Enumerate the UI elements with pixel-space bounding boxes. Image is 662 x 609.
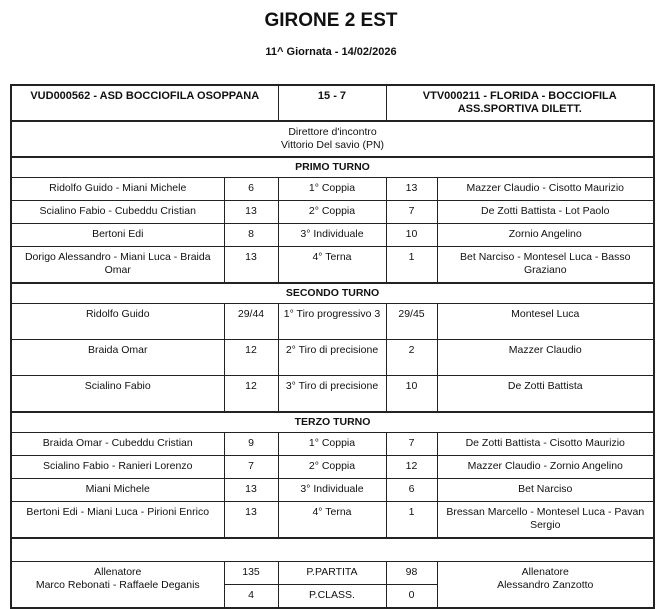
game-row: [11, 502, 654, 539]
home-players: Bertoni Edi - Miani Luca - Pirioni Enrico: [11, 502, 224, 539]
game-row: [11, 178, 654, 201]
away-points-partita: 98: [386, 562, 437, 585]
away-players: De Zotti Battista - Cisotto Maurizio: [437, 433, 654, 456]
game-type: 1° Coppia: [278, 433, 386, 456]
game-type: 3° Individuale: [278, 479, 386, 502]
home-score: 13: [224, 201, 278, 224]
game-row: [11, 376, 654, 413]
away-score: 7: [386, 433, 437, 456]
home-players: Braida Omar - Cubeddu Cristian: [11, 433, 224, 456]
home-score: 12: [224, 376, 278, 413]
away-players: Zornio Angelino: [437, 224, 654, 247]
away-score: 1: [386, 247, 437, 284]
away-score: 1: [386, 502, 437, 539]
spacer-row: [11, 538, 654, 562]
away-score: 10: [386, 224, 437, 247]
home-players: Scialino Fabio: [11, 376, 224, 413]
away-team: VTV000211 - FLORIDA - BOCCIOFILA ASS.SPORTIVA DILETT.: [386, 85, 654, 121]
away-players: De Zotti Battista - Lot Paolo: [437, 201, 654, 224]
away-players: Montesel Luca: [437, 304, 654, 340]
turno-title: SECONDO TURNO: [11, 283, 654, 304]
away-coach-label: Allenatore: [521, 566, 569, 578]
home-score: 13: [224, 479, 278, 502]
director-row: [11, 121, 654, 157]
home-coach-cell: [11, 562, 224, 609]
game-row: [11, 456, 654, 479]
director-label: Direttore d'incontro: [288, 126, 377, 138]
home-players: Ridolfo Guido - Miani Michele: [11, 178, 224, 201]
away-players: Bressan Marcello - Montesel Luca - Pavan Sergio: [437, 502, 654, 539]
home-score: 12: [224, 340, 278, 376]
match-report-table: [10, 84, 655, 609]
home-players: Ridolfo Guido: [11, 304, 224, 340]
turno-header: [11, 283, 654, 304]
game-type: 1° Tiro progressivo 3: [278, 304, 386, 340]
home-points-class: 4: [224, 585, 278, 609]
away-score: 6: [386, 479, 437, 502]
home-score: 8: [224, 224, 278, 247]
game-row: [11, 479, 654, 502]
partita-label: P.PARTITA: [278, 562, 386, 585]
game-row: [11, 340, 654, 376]
home-coach-label: Allenatore: [94, 566, 142, 578]
home-points-partita: 135: [224, 562, 278, 585]
game-type: 2° Coppia: [278, 456, 386, 479]
turno-header: [11, 412, 654, 433]
away-players: Mazzer Claudio - Cisotto Maurizio: [437, 178, 654, 201]
game-type: 2° Coppia: [278, 201, 386, 224]
teams-header-row: [11, 85, 654, 121]
away-score: 12: [386, 456, 437, 479]
turno-title: PRIMO TURNO: [11, 157, 654, 178]
away-score: 2: [386, 340, 437, 376]
away-score: 7: [386, 201, 437, 224]
home-players: Miani Michele: [11, 479, 224, 502]
away-score: 29/45: [386, 304, 437, 340]
home-score: 13: [224, 247, 278, 284]
game-type: 1° Coppia: [278, 178, 386, 201]
away-players: Bet Narciso - Montesel Luca - Basso Graziano: [437, 247, 654, 284]
game-type: 3° Tiro di precisione: [278, 376, 386, 413]
away-players: Mazzer Claudio - Zornio Angelino: [437, 456, 654, 479]
home-players: Scialino Fabio - Ranieri Lorenzo: [11, 456, 224, 479]
away-coach-cell: [437, 562, 654, 609]
home-players: Braida Omar: [11, 340, 224, 376]
away-points-class: 0: [386, 585, 437, 609]
match-day-date: 11^ Giornata - 14/02/2026: [265, 46, 397, 58]
game-row: [11, 224, 654, 247]
game-type: 4° Terna: [278, 502, 386, 539]
game-row: [11, 201, 654, 224]
game-row: [11, 433, 654, 456]
game-row: [11, 304, 654, 340]
class-label: P.CLASS.: [278, 585, 386, 609]
home-players: Dorigo Alessandro - Miani Luca - Braida Omar: [11, 247, 224, 284]
away-players: Bet Narciso: [437, 479, 654, 502]
home-coach: Marco Rebonati - Raffaele Deganis: [35, 579, 200, 591]
away-coach: Alessandro Zanzotto: [497, 579, 594, 591]
away-players: De Zotti Battista: [437, 376, 654, 413]
home-score: 29/44: [224, 304, 278, 340]
home-score: 13: [224, 502, 278, 539]
home-players: Bertoni Edi: [11, 224, 224, 247]
away-score: 10: [386, 376, 437, 413]
game-type: 2° Tiro di precisione: [278, 340, 386, 376]
away-score: 13: [386, 178, 437, 201]
turno-title: TERZO TURNO: [11, 412, 654, 433]
home-score: 6: [224, 178, 278, 201]
footer-row-partita: [11, 562, 654, 585]
final-score: 15 - 7: [278, 85, 386, 121]
home-team: VUD000562 - ASD BOCCIOFILA OSOPPANA: [11, 85, 278, 121]
turno-header: [11, 157, 654, 178]
game-row: [11, 247, 654, 284]
home-score: 9: [224, 433, 278, 456]
away-players: Mazzer Claudio: [437, 340, 654, 376]
page-title: GIRONE 2 EST: [264, 10, 398, 31]
director-name: Vittorio Del savio (PN): [280, 139, 385, 151]
home-score: 7: [224, 456, 278, 479]
home-players: Scialino Fabio - Cubeddu Cristian: [11, 201, 224, 224]
game-type: 3° Individuale: [278, 224, 386, 247]
game-type: 4° Terna: [278, 247, 386, 284]
